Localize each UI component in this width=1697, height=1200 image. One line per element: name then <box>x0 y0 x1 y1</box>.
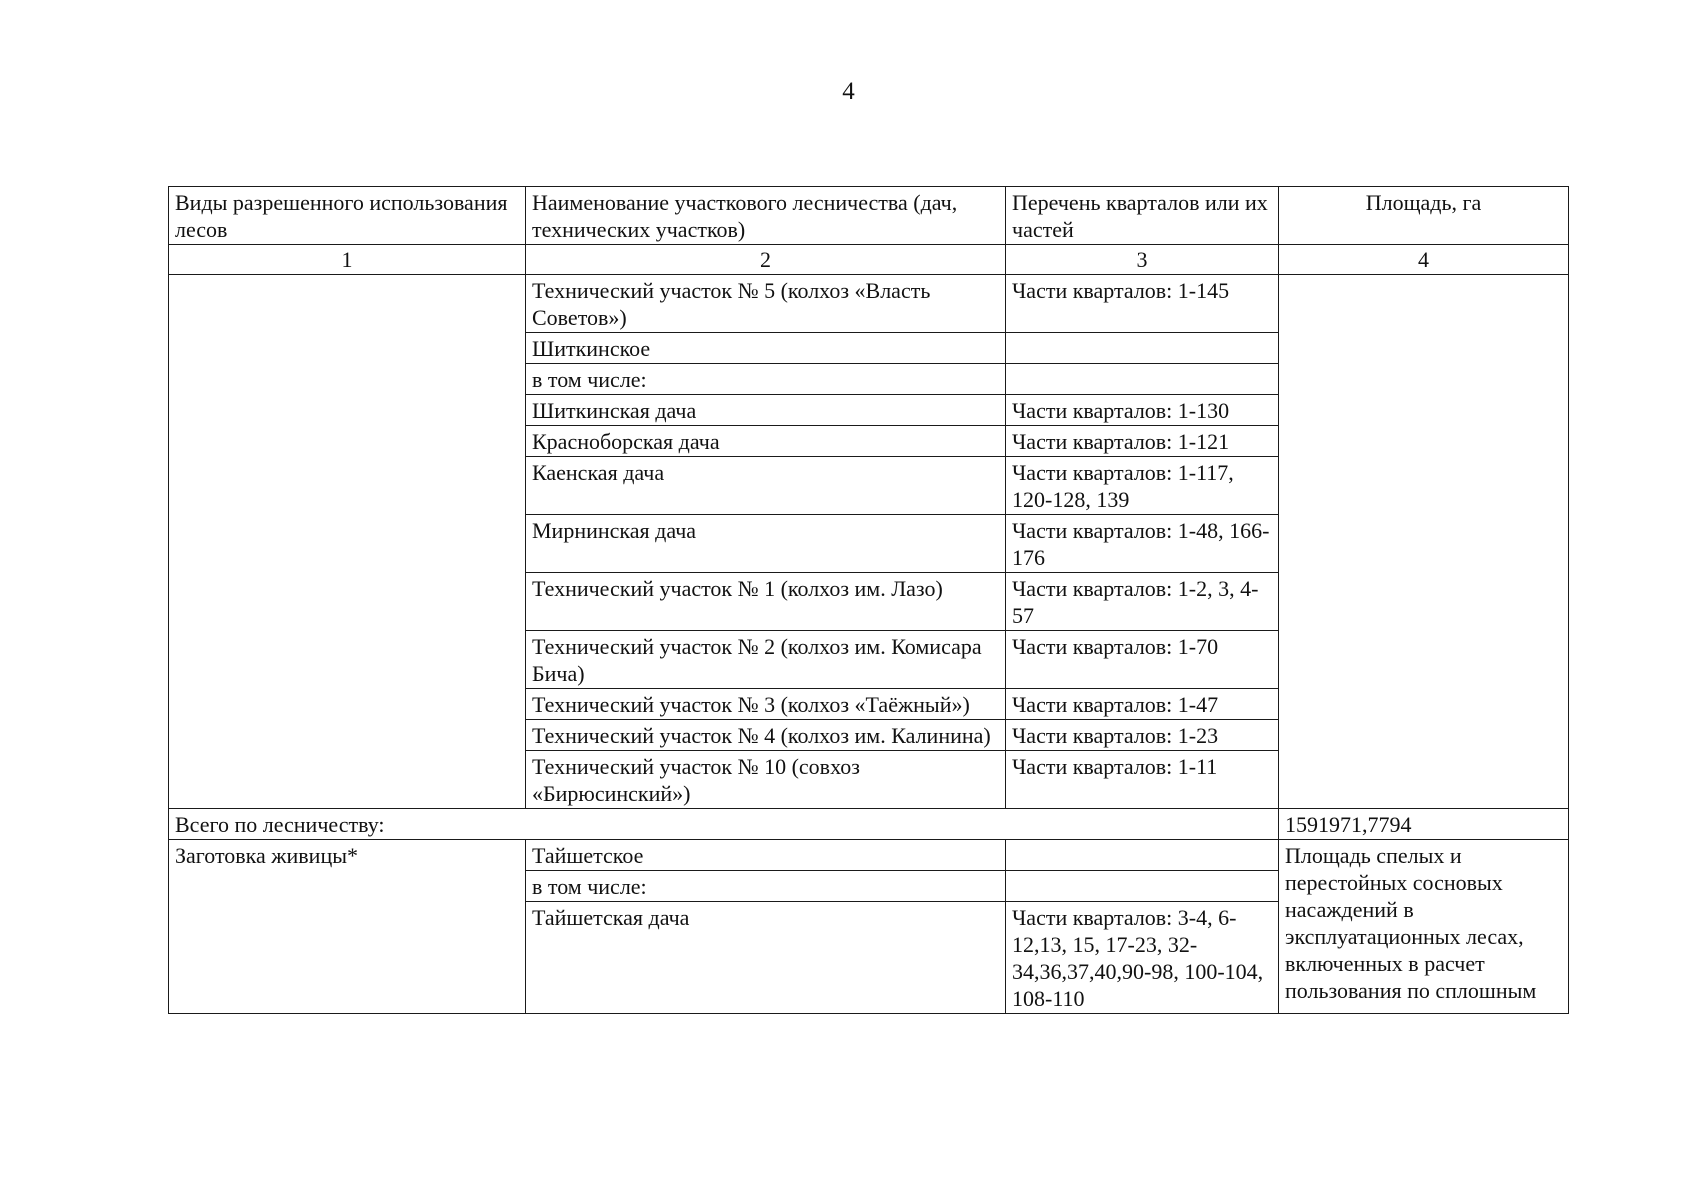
header-area: Площадь, га <box>1279 187 1569 245</box>
forestry-name-cell: Тайшетская дача <box>526 902 1006 1014</box>
column-number: 2 <box>526 245 1006 275</box>
quarters-cell: Части кварталов: 1-145 <box>1006 275 1279 333</box>
quarters-cell <box>1006 840 1279 871</box>
forestry-name-cell: Технический участок № 1 (колхоз им. Лазо) <box>526 573 1006 631</box>
header-use-type: Виды разрешенного использования лесов <box>169 187 526 245</box>
total-label: Всего по лесничеству: <box>169 809 1279 840</box>
column-number-row <box>169 245 1569 275</box>
use-type-cell: Заготовка живицы* <box>169 840 526 1014</box>
total-row <box>169 809 1569 840</box>
quarters-cell <box>1006 364 1279 395</box>
page-number: 4 <box>842 78 855 105</box>
quarters-cell: Части кварталов: 3-4, 6-12,13, 15, 17-23, 32-34,36,37,40,90-98, 100-104, 108-110 <box>1006 902 1279 1014</box>
forest-use-table <box>168 186 1569 1014</box>
forestry-name-cell: Красноборская дача <box>526 426 1006 457</box>
header-row <box>169 187 1569 245</box>
forestry-name-cell: Технический участок № 3 (колхоз «Таёжный») <box>526 689 1006 720</box>
forestry-name-cell: Каенская дача <box>526 457 1006 515</box>
use-type-cell-empty <box>169 275 526 809</box>
header-forestry-name: Наименование участкового лесничества (дач, технических участков) <box>526 187 1006 245</box>
quarters-cell <box>1006 871 1279 902</box>
quarters-cell: Части кварталов: 1-2, 3, 4-57 <box>1006 573 1279 631</box>
total-value: 1591971,7794 <box>1279 809 1569 840</box>
forestry-name-cell: Мирнинская дача <box>526 515 1006 573</box>
quarters-cell: Части кварталов: 1-47 <box>1006 689 1279 720</box>
table-row <box>169 275 1569 333</box>
quarters-cell <box>1006 333 1279 364</box>
area-cell: Площадь спелых и перестойных сосновых насаждений в эксплуатационных лесах, включенных в расчет пользования по сплошным <box>1279 840 1569 1014</box>
quarters-cell: Части кварталов: 1-70 <box>1006 631 1279 689</box>
forestry-name-cell: в том числе: <box>526 364 1006 395</box>
forestry-name-cell: Технический участок № 10 (совхоз «Бирюсинский») <box>526 751 1006 809</box>
forestry-name-cell: Технический участок № 5 (колхоз «Власть Советов») <box>526 275 1006 333</box>
column-number: 4 <box>1279 245 1569 275</box>
quarters-cell: Части кварталов: 1-121 <box>1006 426 1279 457</box>
forestry-name-cell: в том числе: <box>526 871 1006 902</box>
header-quarters: Перечень кварталов или их частей <box>1006 187 1279 245</box>
area-cell-empty <box>1279 275 1569 809</box>
forestry-name-cell: Шиткинская дача <box>526 395 1006 426</box>
forestry-name-cell: Технический участок № 2 (колхоз им. Комисара Бича) <box>526 631 1006 689</box>
quarters-cell: Части кварталов: 1-130 <box>1006 395 1279 426</box>
forestry-name-cell: Тайшетское <box>526 840 1006 871</box>
forestry-name-cell: Технический участок № 4 (колхоз им. Калинина) <box>526 720 1006 751</box>
column-number: 3 <box>1006 245 1279 275</box>
quarters-cell: Части кварталов: 1-48, 166-176 <box>1006 515 1279 573</box>
column-number: 1 <box>169 245 526 275</box>
forestry-name-cell: Шиткинское <box>526 333 1006 364</box>
quarters-cell: Части кварталов: 1-11 <box>1006 751 1279 809</box>
quarters-cell: Части кварталов: 1-23 <box>1006 720 1279 751</box>
quarters-cell: Части кварталов: 1-117, 120-128, 139 <box>1006 457 1279 515</box>
table-row <box>169 840 1569 871</box>
